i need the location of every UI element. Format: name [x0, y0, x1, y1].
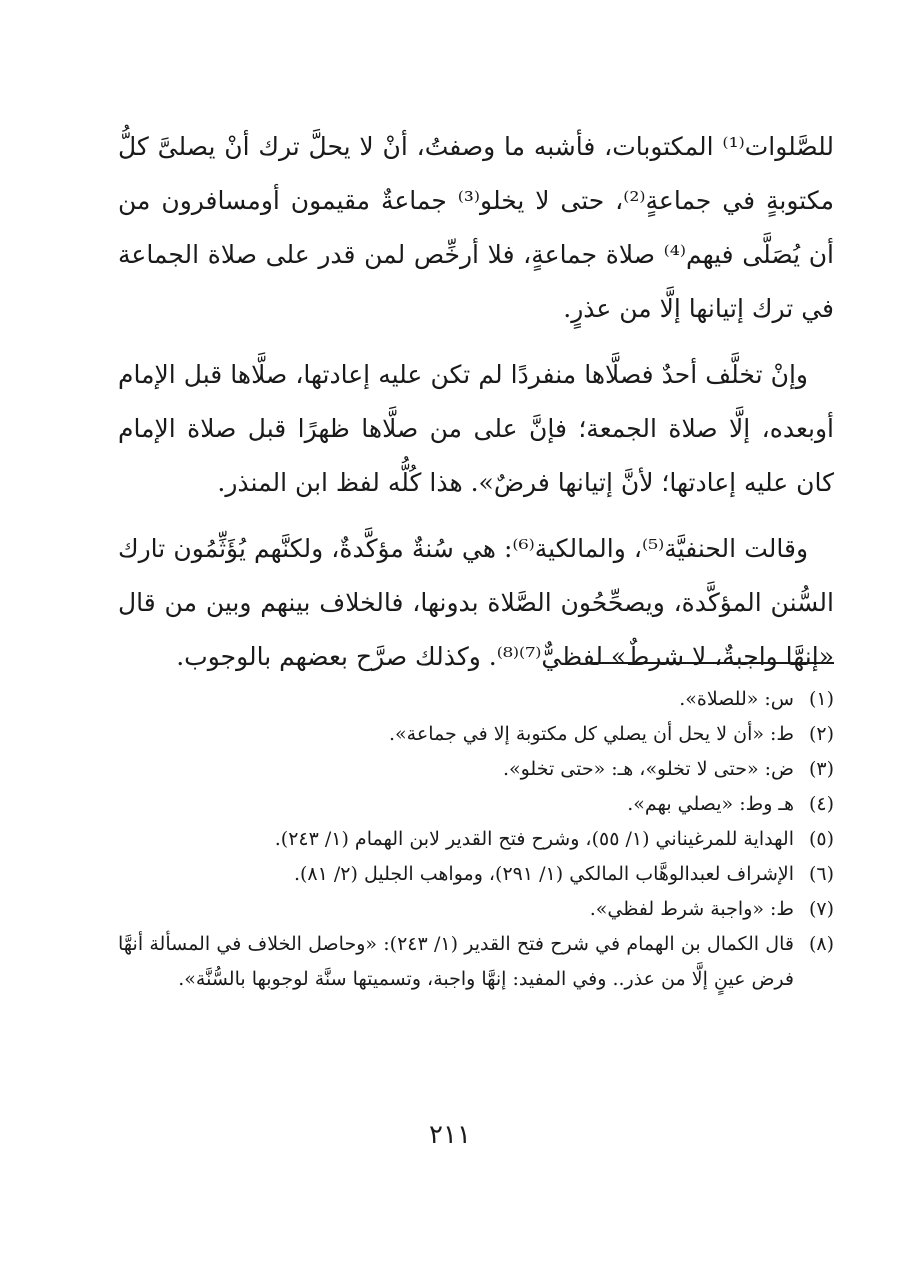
page-number: ٢١١ [429, 1120, 471, 1150]
footnote [118, 787, 834, 822]
paragraph: للصَّلوات⁽¹⁾ المكتوبات، فأشبه ما وصفتُ، أنْ لا يحلَّ ترك أنْ يصلىَّ كلُّ مكتوبةٍ في جماعةٍ⁽²⁾، حتى لا يخلو⁽³⁾ جماعةٌ مقيمون أومسافرون من أن يُصَلَّى فيهم⁽⁴⁾ صلاة جماعةٍ، فلا أرخِّص لمن قدر على صلاة الجماعة في ترك إتيانها إلَّا من عذرٍ. [118, 132, 834, 323]
footnotes [118, 682, 834, 997]
footnote-divider [591, 662, 834, 664]
footnote-text: الهداية للمرغيناني (١/ ٥٥)، وشرح فتح القدير لابن الهمام (١/ ٢٤٣). [274, 828, 794, 850]
footnote-text: ض: «حتى لا تخلو»، هـ: «حتى تخلو». [502, 758, 794, 780]
footnote-text: قال الكمال بن الهمام في شرح فتح القدير (١/ ٢٤٣): «وحاصل الخلاف في المسألة أنهَّا فرض عينٍ إلَّا من عذر.. وفي المفيد: إنهَّا واجبة، وتسميتها سنَّة لوجوبها بالسُّنَّة». [118, 933, 794, 990]
footnote [118, 857, 834, 892]
footnote-number: (٢) [808, 723, 834, 745]
footnote-number: (٣) [808, 758, 834, 780]
footnote-text: ط: «أن لا يحل أن يصلي كل مكتوبة إلا في جماعة». [389, 723, 794, 745]
footnote-number: (٤) [808, 793, 834, 815]
footnote [118, 927, 834, 997]
footnote-number: (٨) [808, 933, 834, 955]
footnote-text: هـ وط: «يصلي بهم». [627, 793, 794, 815]
footnote [118, 717, 834, 752]
paragraph: وإنْ تخلَّف أحدٌ فصلَّاها منفردًا لم تكن عليه إعادتها، صلَّاها قبل الإمام أوبعده، إلَّا صلاة الجمعة؛ فإنَّ على من صلَّاها ظهرًا قبل صلاة الإمام كان عليه إعادتها؛ لأنَّ إتيانها فرضٌ». هذا كُلُّه لفظ ابن المنذر. [118, 360, 834, 497]
footnote-number: (٥) [808, 828, 834, 850]
footnote-text: س: «للصلاة». [679, 688, 794, 710]
footnote-text: الإشراف لعبدالوهَّاب المالكي (١/ ٢٩١)، ومواهب الجليل (٢/ ٨١). [293, 863, 794, 885]
footnote [118, 892, 834, 927]
footnote [118, 752, 834, 787]
main-text [118, 120, 834, 684]
footnote [118, 682, 834, 717]
footnote [118, 822, 834, 857]
footnote-text: ط: «واجبة شرط لفظي». [589, 898, 794, 920]
paragraph: وقالت الحنفيَّة⁽⁵⁾، والمالكية⁽⁶⁾: هي سُنةٌ مؤكَّدةٌ، ولكنَّهم يُؤَثِّمُون تارك السُّنن المؤكَّدة، ويصحِّحُون الصَّلاة بدونها، فالخلاف بينهم وبين من قال «إنهَّا واجبةٌ، لا شرطٌ» لفظيٌّ⁽⁷⁾⁽⁸⁾. وكذلك صرَّح بعضهم بالوجوب. [118, 534, 834, 671]
footnote-number: (٧) [808, 898, 834, 920]
footnote-number: (٦) [808, 863, 834, 885]
footnote-number: (١) [808, 688, 834, 710]
